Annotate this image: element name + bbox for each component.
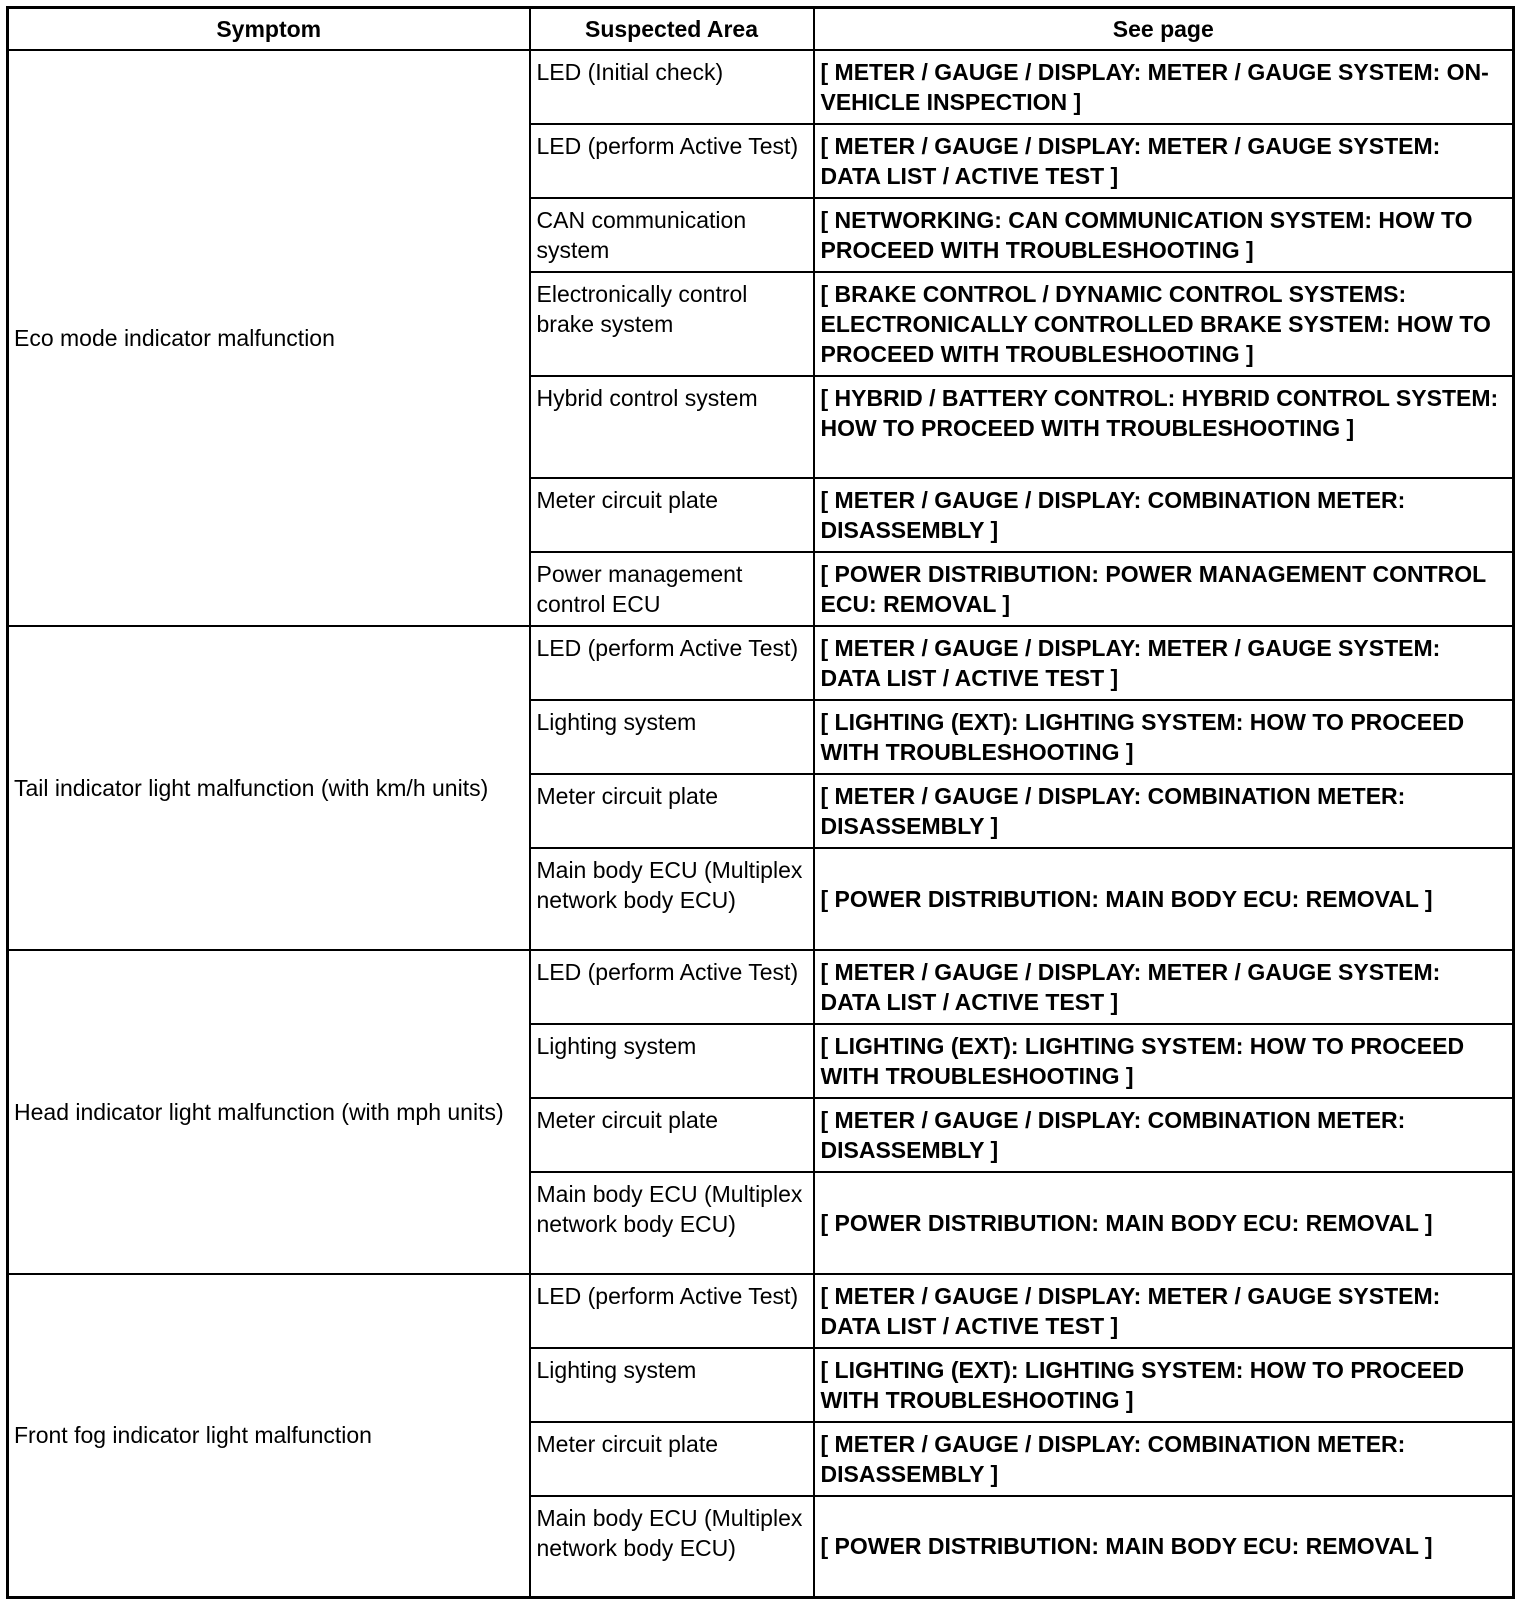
- see-page-cell: [ NETWORKING: CAN COMMUNICATION SYSTEM: HOW TO PROCEED WITH TROUBLESHOOTING ]: [814, 198, 1514, 272]
- suspected-area-cell: Main body ECU (Multiplex network body ECU): [530, 848, 814, 950]
- suspected-area-cell: Electronically control brake system: [530, 272, 814, 376]
- see-page-cell: [ METER / GAUGE / DISPLAY: COMBINATION METER: DISASSEMBLY ]: [814, 478, 1514, 552]
- symptom-cell: Front fog indicator light malfunction: [8, 1274, 530, 1598]
- see-page-cell: [ POWER DISTRIBUTION: MAIN BODY ECU: REMOVAL ]: [814, 1496, 1514, 1598]
- suspected-area-cell: LED (Initial check): [530, 50, 814, 124]
- table-header-row: [8, 8, 1514, 50]
- header-suspected-area: Suspected Area: [530, 8, 814, 50]
- suspected-area-cell: Hybrid control system: [530, 376, 814, 478]
- suspected-area-cell: LED (perform Active Test): [530, 124, 814, 198]
- suspected-area-cell: LED (perform Active Test): [530, 626, 814, 700]
- symptom-cell: Eco mode indicator malfunction: [8, 50, 530, 626]
- suspected-area-cell: Meter circuit plate: [530, 478, 814, 552]
- see-page-cell: [ HYBRID / BATTERY CONTROL: HYBRID CONTROL SYSTEM: HOW TO PROCEED WITH TROUBLESHOOTING ]: [814, 376, 1514, 478]
- suspected-area-cell: Meter circuit plate: [530, 1422, 814, 1496]
- header-see-page: See page: [814, 8, 1514, 50]
- see-page-cell: [ LIGHTING (EXT): LIGHTING SYSTEM: HOW TO PROCEED WITH TROUBLESHOOTING ]: [814, 700, 1514, 774]
- see-page-cell: [ METER / GAUGE / DISPLAY: METER / GAUGE SYSTEM: DATA LIST / ACTIVE TEST ]: [814, 626, 1514, 700]
- suspected-area-cell: LED (perform Active Test): [530, 950, 814, 1024]
- see-page-cell: [ BRAKE CONTROL / DYNAMIC CONTROL SYSTEMS: ELECTRONICALLY CONTROLLED BRAKE SYSTEM: HOW TO PROCEED WITH TROUBLESHOOTING ]: [814, 272, 1514, 376]
- suspected-area-cell: Lighting system: [530, 1348, 814, 1422]
- see-page-cell: [ METER / GAUGE / DISPLAY: COMBINATION METER: DISASSEMBLY ]: [814, 1098, 1514, 1172]
- see-page-cell: [ POWER DISTRIBUTION: MAIN BODY ECU: REMOVAL ]: [814, 848, 1514, 950]
- table-row: [8, 50, 1514, 124]
- suspected-area-cell: LED (perform Active Test): [530, 1274, 814, 1348]
- suspected-area-cell: Power management control ECU: [530, 552, 814, 626]
- suspected-area-cell: Main body ECU (Multiplex network body ECU): [530, 1496, 814, 1598]
- see-page-cell: [ METER / GAUGE / DISPLAY: COMBINATION METER: DISASSEMBLY ]: [814, 1422, 1514, 1496]
- table-row: [8, 1274, 1514, 1348]
- suspected-area-cell: Meter circuit plate: [530, 774, 814, 848]
- symptom-cell: Head indicator light malfunction (with mph units): [8, 950, 530, 1274]
- see-page-cell: [ METER / GAUGE / DISPLAY: METER / GAUGE SYSTEM: DATA LIST / ACTIVE TEST ]: [814, 950, 1514, 1024]
- see-page-cell: [ METER / GAUGE / DISPLAY: METER / GAUGE SYSTEM: DATA LIST / ACTIVE TEST ]: [814, 124, 1514, 198]
- suspected-area-cell: Lighting system: [530, 1024, 814, 1098]
- see-page-cell: [ LIGHTING (EXT): LIGHTING SYSTEM: HOW TO PROCEED WITH TROUBLESHOOTING ]: [814, 1024, 1514, 1098]
- suspected-area-cell: Main body ECU (Multiplex network body ECU): [530, 1172, 814, 1274]
- see-page-cell: [ POWER DISTRIBUTION: POWER MANAGEMENT CONTROL ECU: REMOVAL ]: [814, 552, 1514, 626]
- symptom-cell: Tail indicator light malfunction (with km/h units): [8, 626, 530, 950]
- table-row: [8, 626, 1514, 700]
- troubleshooting-table: [6, 6, 1515, 1599]
- suspected-area-cell: CAN communication system: [530, 198, 814, 272]
- suspected-area-cell: Meter circuit plate: [530, 1098, 814, 1172]
- see-page-cell: [ METER / GAUGE / DISPLAY: METER / GAUGE SYSTEM: ON-VEHICLE INSPECTION ]: [814, 50, 1514, 124]
- header-symptom: Symptom: [8, 8, 530, 50]
- see-page-cell: [ METER / GAUGE / DISPLAY: COMBINATION METER: DISASSEMBLY ]: [814, 774, 1514, 848]
- see-page-cell: [ METER / GAUGE / DISPLAY: METER / GAUGE SYSTEM: DATA LIST / ACTIVE TEST ]: [814, 1274, 1514, 1348]
- suspected-area-cell: Lighting system: [530, 700, 814, 774]
- see-page-cell: [ POWER DISTRIBUTION: MAIN BODY ECU: REMOVAL ]: [814, 1172, 1514, 1274]
- table-row: [8, 950, 1514, 1024]
- see-page-cell: [ LIGHTING (EXT): LIGHTING SYSTEM: HOW TO PROCEED WITH TROUBLESHOOTING ]: [814, 1348, 1514, 1422]
